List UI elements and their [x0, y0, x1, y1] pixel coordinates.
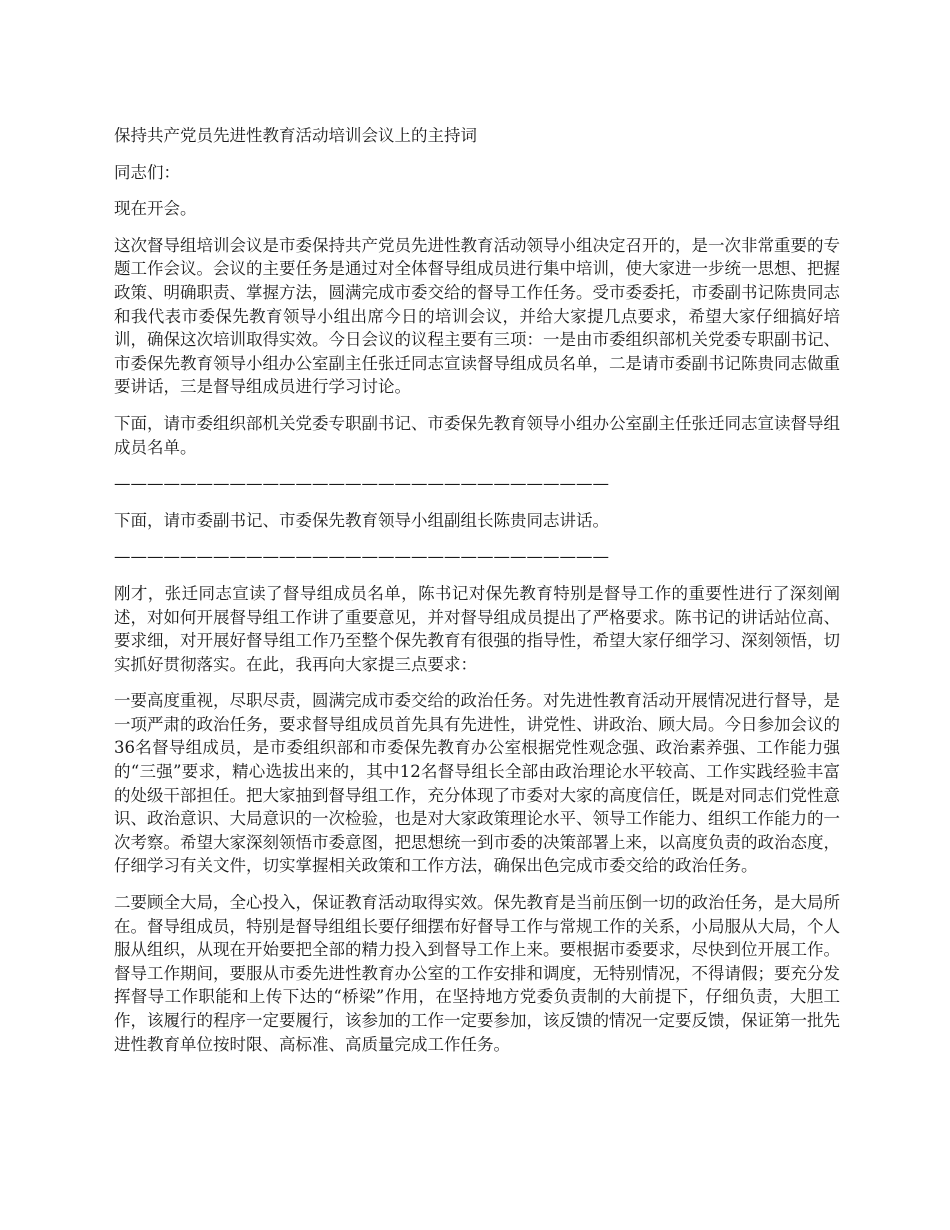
document-title: 保持共产党员先进性教育活动培训会议上的主持词 — [114, 126, 477, 145]
opening-line: 现在开会。 — [114, 199, 197, 219]
intro-paragraph: 这次督导组培训会议是市委保持共产党员先进性教育活动领导小组决定召开的，是一次非常重要的专题工作会议。会议的主要任务是通过对全体督导组成员进行集中培训，使大家进一步统一思想、把握政策、明确职责、掌握方法，圆满完成市委交给的督导工作任务。受市委委托，市委副书记陈贵同志和我代表市委保先教育领导小组出席今日的培训会议，并给大家提几点要求，希望大家仔细搞好培训，确保这次培训取得实效。今日会议的议程主要有三项：一是由市委组织部机关党委专职副书记、市委保先教育领导小组办公室副主任张迁同志宣读督导组成员名单，二是请市委副书记陈贵同志做重要讲话，三是督导组成员进行学习讨论。 — [114, 235, 840, 397]
divider-line: —————————————————————————————— — [114, 474, 609, 494]
requirement-one-paragraph: 一要高度重视，尽职尽责，圆满完成市委交给的政治任务。对先进性教育活动开展情况进行督导，是一项严肃的政治任务，要求督导组成员首先具有先进性，讲党性、讲政治、顾大局。今日参加会议的36名督导组成员，是市委组织部和市委保先教育办公室根据党性观念强、政治素养强、工作能力强的“三强”要求，精心选拔出来的，其中12名督导组长全部由政治理论水平较高、工作实践经验丰富的处级干部担任。把大家抽到督导组工作，充分体现了市委对大家的高度信任，既是对同志们党性意识、政治意识、大局意识的一次检验，也是对大家政策理论水平、领导工作能力、组织工作能力的一次考察。希望大家深刻领悟市委意图，把思想统一到市委的决策部署上来，以高度负责的政治态度，仔细学习有关文件，切实掌握相关政策和工作方法，确保出色完成市委交给的政治任务。 — [114, 691, 840, 876]
speech-intro-paragraph: 下面，请市委副书记、市委保先教育领导小组副组长陈贵同志讲话。 — [114, 510, 609, 530]
name-list-intro-paragraph: 下面，请市委组织部机关党委专职副书记、市委保先教育领导小组办公室副主任张迁同志宣读督导组成员名单。 — [114, 413, 840, 457]
document-page — [114, 124, 840, 1069]
requirement-two-paragraph: 二要顾全大局，全心投入，保证教育活动取得实效。保先教育是当前压倒一切的政治任务，是大局所在。督导组成员，特别是督导组组长要仔细摆布好督导工作与常规工作的关系，小局服从大局，个人服从组织，从现在开始要把全部的精力投入到督导工作上来。要根据市委要求，尽快到位开展工作。督导工作期间，要服从市委先进性教育办公室的工作安排和调度，无特别情况，不得请假；要充分发挥督导工作职能和上传下达的“桥梁”作用，在坚持地方党委负责制的大前提下，仔细负责，大胆工作，该履行的程序一定要履行，该参加的工作一定要参加，该反馈的情况一定要反馈，保证第一批先进性教育单位按时限、高标准、高质量完成工作任务。 — [114, 893, 840, 1054]
salutation: 同志们： — [114, 162, 180, 182]
divider-line: —————————————————————————————— — [114, 547, 609, 567]
summary-paragraph: 刚才，张迁同志宣读了督导组成员名单，陈书记对保先教育特别是督导工作的重要性进行了深刻阐述，对如何开展督导组工作讲了重要意见，并对督导组成员提出了严格要求。陈书记的讲话站位高、要求细，对开展好督导组工作乃至整个保先教育有很强的指导性，希望大家仔细学习、深刻领悟，切实抓好贯彻落实。在此，我再向大家提三点要求： — [114, 583, 840, 674]
